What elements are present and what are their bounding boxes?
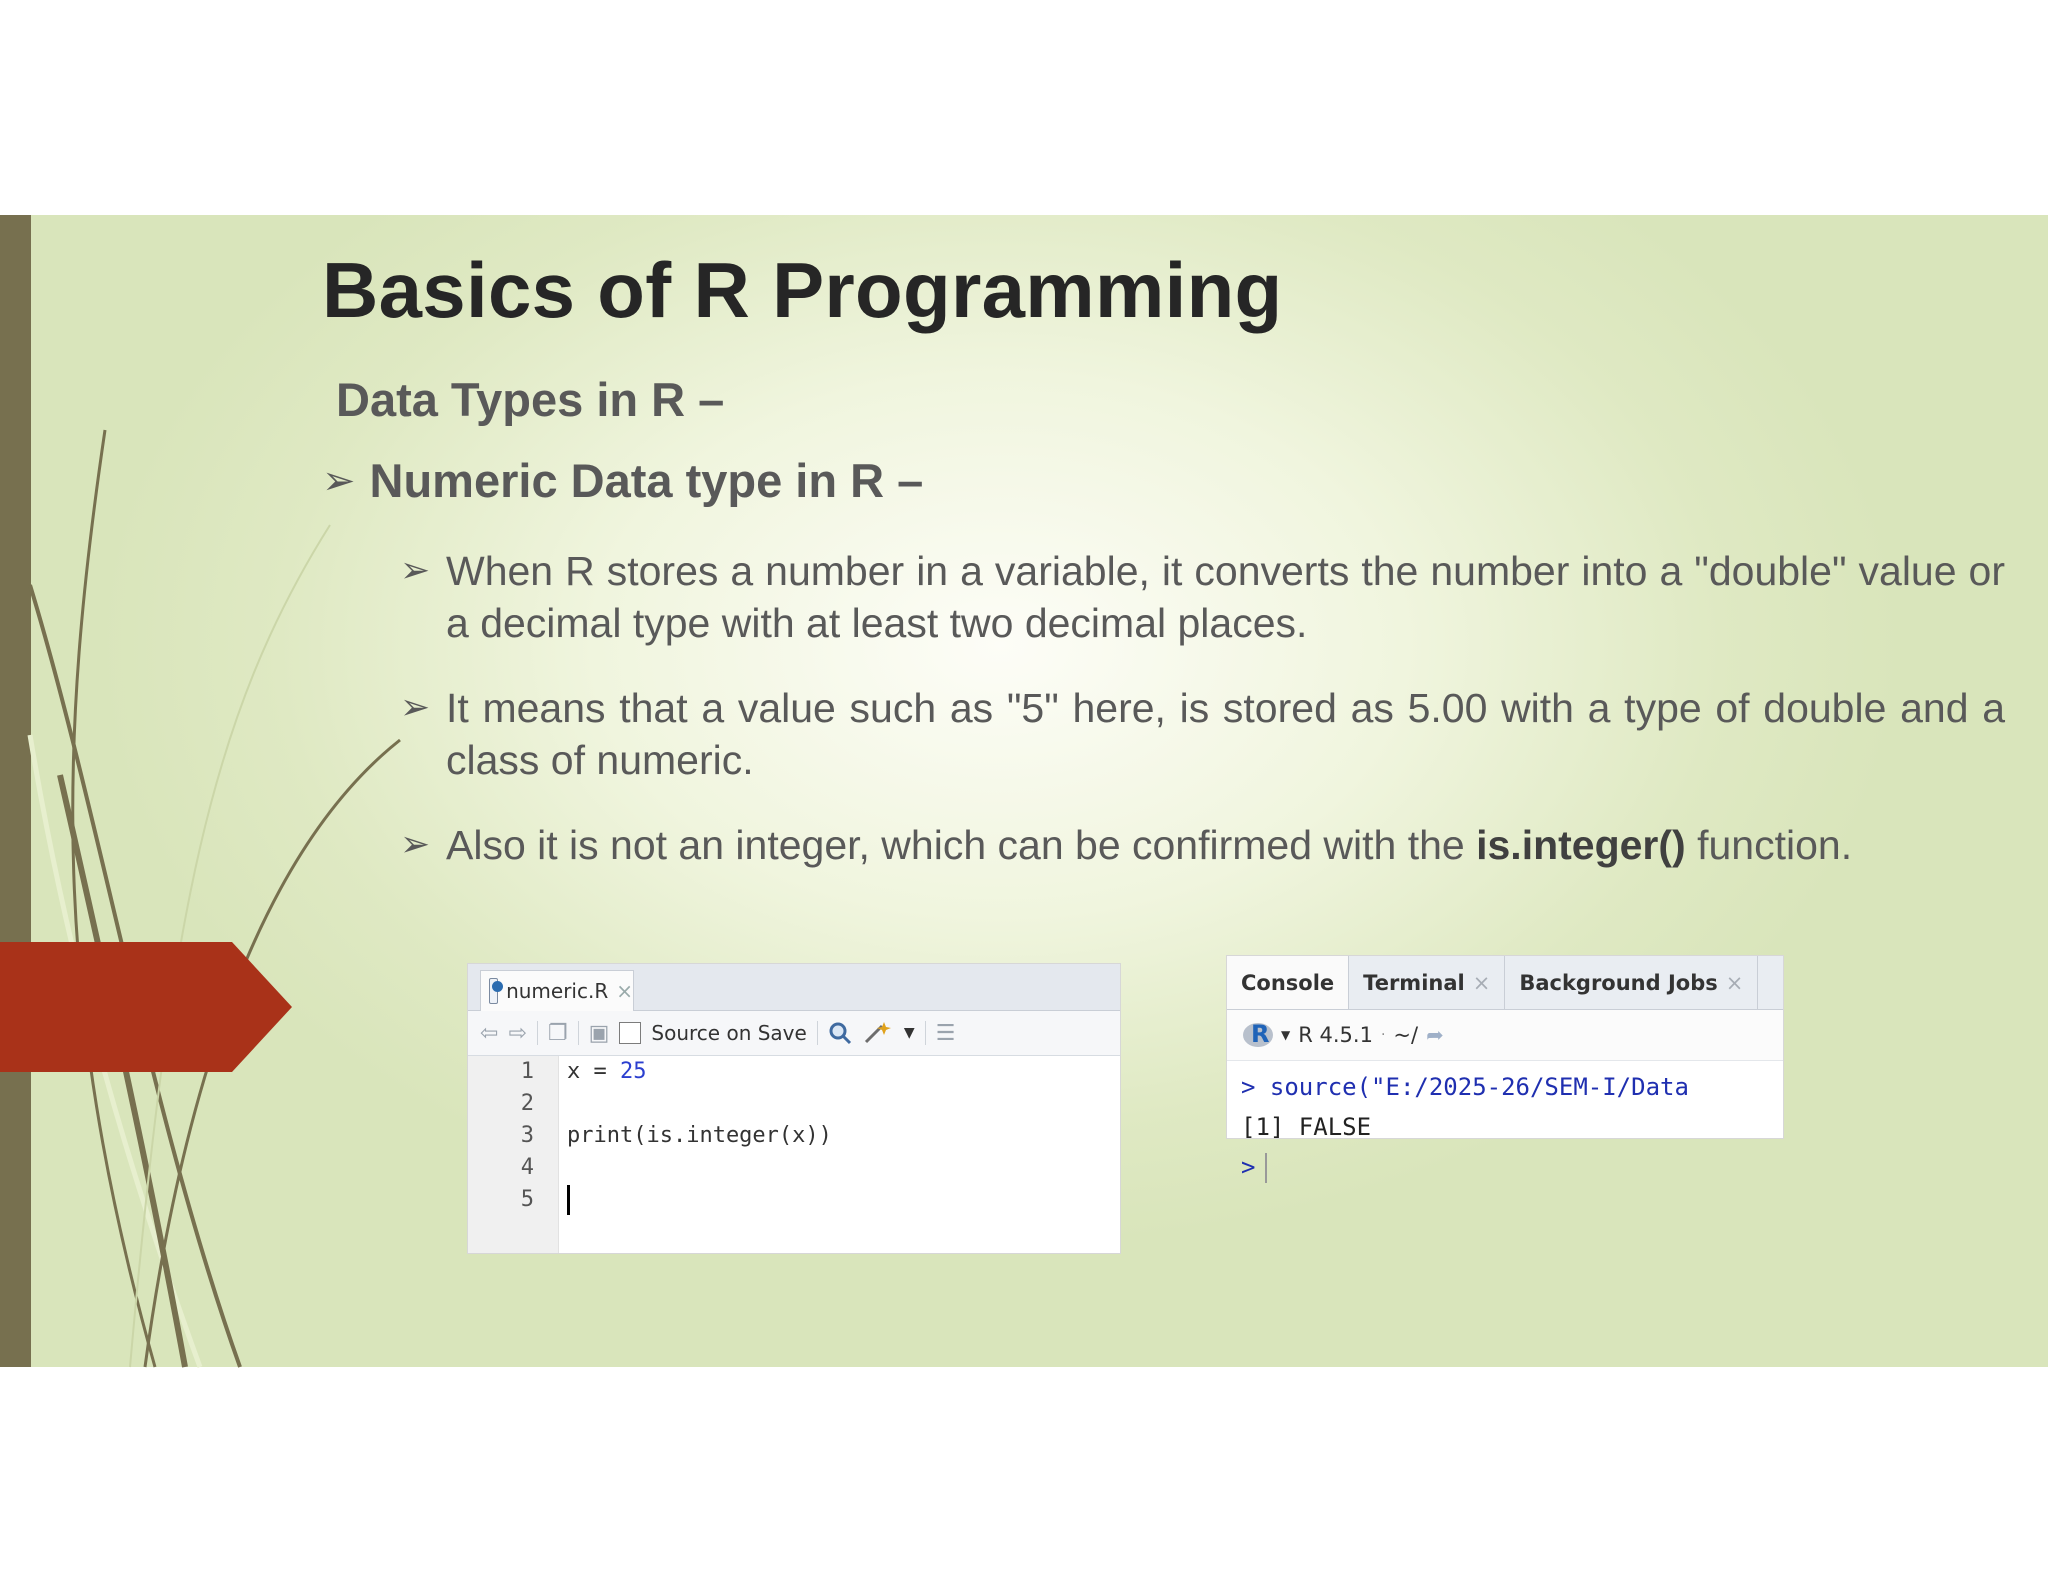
line-number-gutter [468, 1056, 559, 1253]
code-editor-screenshot [467, 963, 1121, 1254]
chevron-down-icon[interactable]: ▼ [1281, 1028, 1291, 1042]
forward-arrow-icon[interactable]: ⇨ [508, 1020, 527, 1046]
console-prompt-line [1241, 1147, 1783, 1187]
tab-console[interactable] [1227, 956, 1349, 1009]
line-number: 3 [520, 1123, 534, 1148]
function-name: is.integer() [1476, 822, 1686, 868]
outline-icon[interactable]: ☰ [935, 1020, 956, 1046]
arrow-bullet-icon: ➢ [322, 459, 356, 503]
text-cursor [1265, 1153, 1267, 1183]
code-number: 25 [619, 1059, 647, 1084]
line-number: 5 [520, 1187, 534, 1212]
save-icon[interactable]: ▣ [588, 1020, 610, 1046]
code-line [567, 1056, 832, 1088]
line-number: 2 [520, 1091, 534, 1116]
r-file-icon [489, 978, 498, 1004]
back-arrow-icon[interactable]: ⇦ [480, 1020, 499, 1046]
tab-label: Background Jobs [1519, 970, 1718, 995]
tab-terminal[interactable] [1349, 956, 1505, 1009]
console-tab-bar [1227, 956, 1783, 1010]
source-on-save-label: Source on Save [651, 1021, 807, 1045]
slide [0, 215, 2048, 1367]
tab-label: Terminal [1363, 970, 1465, 995]
chevron-down-icon[interactable]: ▼ [903, 1025, 915, 1041]
show-in-window-icon[interactable]: ❐ [547, 1020, 568, 1046]
code-line [567, 1088, 832, 1120]
slide-subtitle: Data Types in R – [336, 373, 725, 426]
code-line: print(is.integer(x)) [567, 1123, 832, 1148]
toolbar-divider [578, 1021, 579, 1045]
console-command: > source("E:/2025-26/SEM-I/Data [1241, 1073, 1689, 1101]
console-info-bar [1227, 1010, 1783, 1061]
code-line [567, 1152, 832, 1184]
editor-tab-bar [468, 964, 1120, 1011]
toolbar-divider [537, 1021, 538, 1045]
bullet-text: It means that a value such as "5" here, is stored as 5.00 with a type of double and a class of numeric. [446, 685, 2005, 783]
close-icon[interactable]: × [1472, 970, 1491, 995]
tab-background-jobs[interactable] [1505, 956, 1758, 1009]
magic-wand-icon[interactable] [862, 1020, 894, 1046]
r-logo-icon [1243, 1023, 1273, 1047]
section-heading-text: Numeric Data type in R – [369, 454, 924, 507]
section-heading [322, 453, 923, 508]
go-to-directory-icon[interactable]: ➦ [1426, 1023, 1444, 1047]
editor-tab-label: numeric.R [506, 979, 609, 1003]
arrow-bullet-icon: ➢ [400, 549, 431, 590]
code-area[interactable] [559, 1056, 832, 1253]
bullet-text-part: function. [1685, 822, 1853, 868]
search-icon[interactable] [828, 1021, 852, 1045]
bullet-item [400, 545, 2005, 649]
r-version: R 4.5.1 [1298, 1023, 1373, 1047]
toolbar-divider [817, 1021, 818, 1045]
console-result: [1] FALSE [1241, 1113, 1372, 1141]
text-cursor [567, 1185, 570, 1215]
code-text: x = [567, 1059, 620, 1084]
source-on-save-checkbox[interactable] [619, 1022, 641, 1044]
close-icon[interactable]: × [1725, 970, 1744, 995]
bullet-text [446, 819, 2005, 871]
close-icon[interactable]: × [616, 979, 633, 1003]
tab-label: Console [1241, 970, 1335, 995]
bullet-text-part: Also it is not an integer, which can be confirmed with the [446, 822, 1477, 868]
bullet-item [400, 819, 2005, 871]
line-number: 1 [520, 1059, 534, 1084]
console-prompt: > [1241, 1153, 1256, 1181]
arrow-bullet-icon: ➢ [400, 823, 431, 864]
bullet-text: When R stores a number in a variable, it converts the number into a "double" value or a decimal type with at least two decimal places. [446, 548, 2005, 646]
arrow-bullet-icon: ➢ [400, 686, 431, 727]
editor-toolbar [468, 1011, 1120, 1056]
console-screenshot [1226, 955, 1784, 1181]
console-output[interactable] [1227, 1061, 1783, 1187]
separator-icon: · [1380, 1027, 1386, 1043]
code-line [567, 1184, 832, 1216]
bullet-item [400, 682, 2005, 786]
line-number: 4 [520, 1155, 534, 1180]
editor-tab[interactable] [480, 970, 634, 1011]
toolbar-divider [925, 1021, 926, 1045]
slide-title: Basics of R Programming [322, 246, 1283, 334]
working-directory[interactable]: ~/ [1393, 1023, 1419, 1047]
editor-body[interactable] [468, 1056, 1120, 1253]
